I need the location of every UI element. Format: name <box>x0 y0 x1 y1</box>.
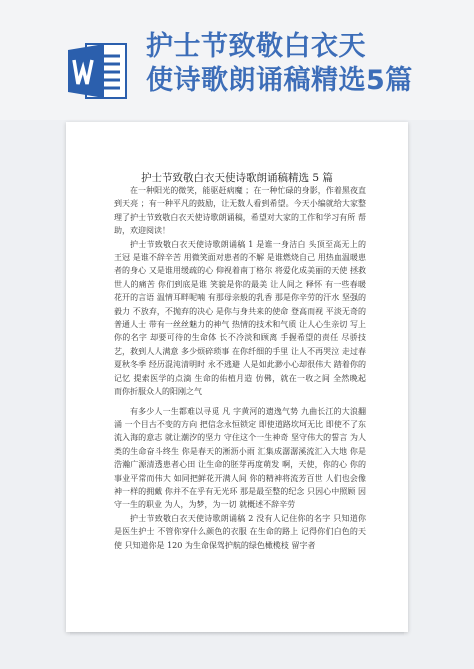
title-line-2: 使诗歌朗诵稿精选5篇 <box>146 65 413 96</box>
title-line-1: 护士节致敬白衣天 <box>146 31 366 62</box>
document-body <box>114 184 366 552</box>
paragraph-intro: 在一种阳光的微笑，能驱赶病魔 ；在一种忙碌的身影，作着黑夜直 到天亮 ；有一种平凡的鼓励，让无数人看到希望。今天小编就给大家整 理了护士节致敬白衣天使诗歌朗诵稿，希望对大家的工作和学习有所 帮助，欢迎阅读！ <box>114 186 366 236</box>
document-heading: 护士节致敬白衣天使诗歌朗诵稿精选 5 篇 <box>141 172 333 184</box>
page-title <box>146 30 466 98</box>
paragraph-poem-2: 护士节致敬白衣天使诗歌朗诵稿 2 没有人记住你的名字 只知道你是医生护士 不管你穿什么颜色的衣服 在生命的路上 记得你们白色的天使 只知道你是 120 为生命保驾护航的绿色橄榄枝 留字者 <box>114 513 366 550</box>
document-page <box>66 122 408 632</box>
paragraph-poem-1: 护士节致敬白衣天使诗歌朗诵稿 1 是谁一身洁白 头顶至高无上的王冠 是谁不辞辛苦 用微笑面对患者的不解 是谁燃烧自己 用热血温暖患者的身心 又是谁用缓疏的心 仰视着南丁格尔 将爱化成美丽的天使 拯救世人的痛苦 你们到底是谁 笑貌是你的最美 让人间之 释怀 有一些春暖花开的言语 温情耳畔呢喃 有那母亲般的乳香 那是你辛劳的汗水 坚强的毅力 不放弃，不抛弃的决心 是你与身共来的使命 登高而视 平淡无奇的普通人士 带有一丝丝魅力的神气 热情的技术和气质 让人心生亲切 写上你的名字 却要可待的生命体 长不冷淡和顾离 手握希望的责任 尽骄技艺，救到人人满意 多少烦碎琐事 在你纤细的手里 让人不再哭泣 走过春夏秋冬季 经历混沌清明时 永不逃避 人是如此渺小心却很伟大 踏着你的记忆 提索医学的点滴 生命的佑植月造 仿佛，就在一收之间 全然晚起 而你折服众人的阳刚之气 <box>114 239 366 397</box>
document-banner <box>0 0 474 120</box>
paragraph-poem-1-cont: 有多少人一生都难以寻觅 凡 字黄河的遗逸气势 九曲长江的大浪翻涌 一个目古不变的方向 把信念永恒锁定 即使道路坎坷无比 即使不了东流入海的意志 就让潮汐的坚力 守住这个一生神奇 坚守伟大的誓言 为人类的生命奋斗终生 你是春天的淅沥小雨 汇集成潺潺溪流汇入大地 你是浩瀚广源清透患者心田 让生命的胚芽再度萌发 啊，天使，你的心 你的事业平常而伟大 如同把鲜花开满人间 你的精神将流芳百世 人们也会像神一样的拥戴 你并不在乎有无光环 那是最至整的纪念 只因心中照顾 因守一生的职业 为人，为梦，为一切 就概述不辞辛劳 <box>114 406 366 510</box>
word-document-icon <box>66 40 130 102</box>
